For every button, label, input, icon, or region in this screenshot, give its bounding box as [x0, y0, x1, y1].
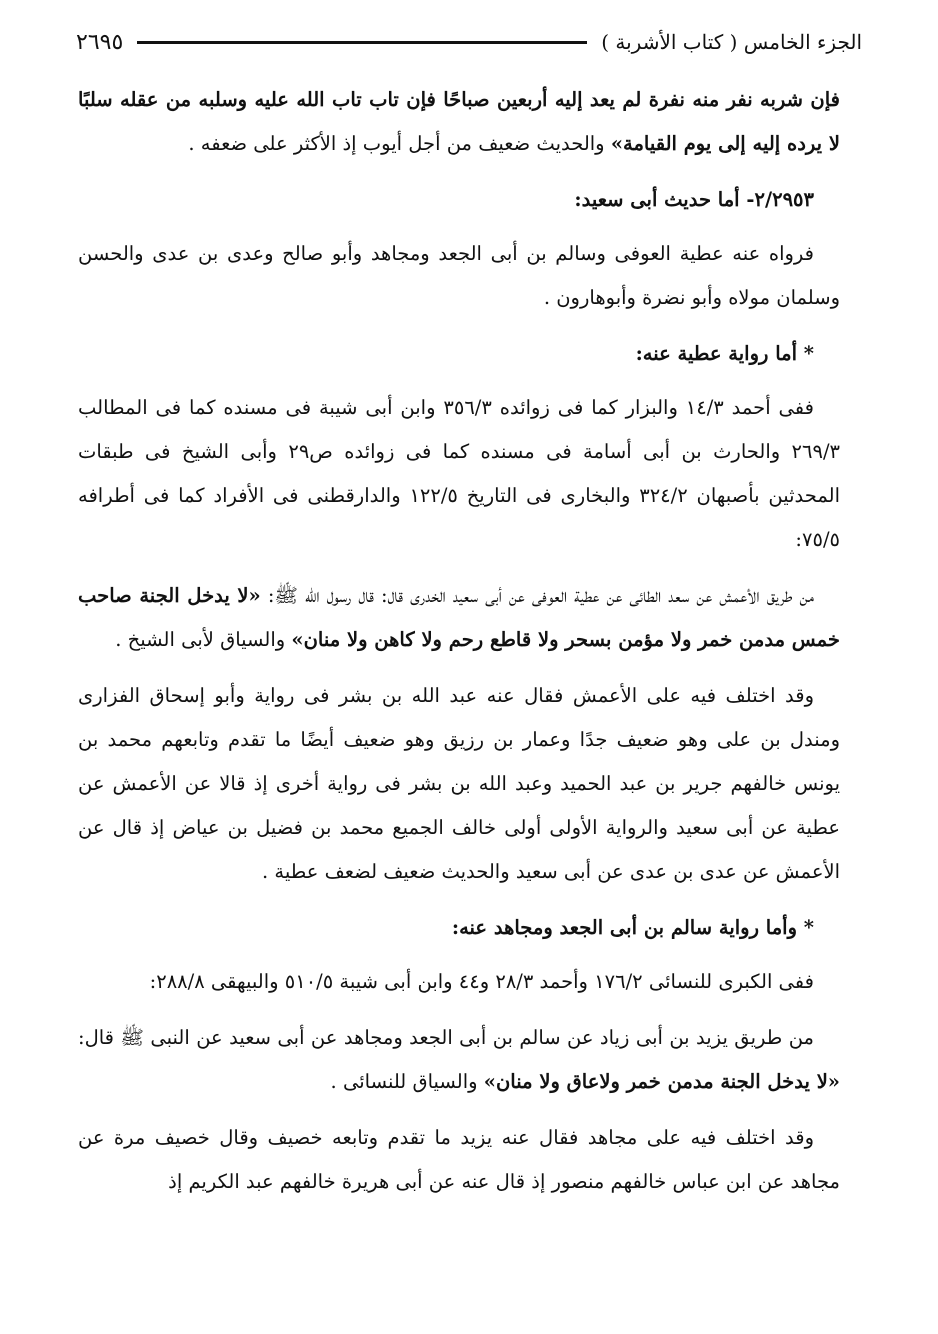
page-body: [78, 78, 840, 1216]
paragraph: [78, 574, 840, 662]
section-heading: * أما رواية عطية عنه:: [635, 342, 814, 365]
section-heading: ٢/٢٩٥٣- أما حديث أبى سعيد:: [574, 188, 814, 211]
paragraph: [78, 78, 840, 166]
section-heading: * وأما رواية سالم بن أبى الجعد ومجاهد عنه:: [451, 916, 814, 939]
paragraph-text: والسياق لأبى الشيخ .: [115, 628, 292, 651]
hadith-quote: فإن شربه نفر منه نفرة لم يعد إليه أربعين صباحًا فإن تاب تاب الله عليه وسلبه من عقله سلبًا لا يرده إليه إلى يوم القيامة»: [78, 88, 840, 155]
paragraph-text: من طريق يزيد بن أبى زياد عن سالم بن أبى الجعد ومجاهد عن أبى سعيد عن النبى ﷺ قال:: [78, 1026, 814, 1049]
paragraph: ففى أحمد ١٤/٣ والبزار كما فى زوائده ٣٥٦/٣ وابن أبى شيبة فى مسنده كما فى المطالب ٢٦٩/٣ والحارث بن أبى أسامة فى مسنده كما فى زوائده ص٢٩ وأبى الشيخ فى طبقات المحدثين بأصبهان ٣٢٤/٢ والبخارى فى التاريخ ١٢٢/٥ والدارقطنى فى الأفراد كما فى أطرافه ٧٥/٥:: [78, 396, 840, 551]
paragraph: وقد اختلف فيه على مجاهد فقال عنه يزيد ما تقدم وتابعه خصيف وقال خصيف مرة عن مجاهد عن ابن عباس خالفهم منصور إذ قال عنه عن أبى هريرة خالفهم عبد الكريم إذ: [78, 1126, 840, 1193]
paragraph-text: والسياق للنسائى .: [330, 1070, 484, 1093]
hadith-quote: «لا يدخل الجنة مدمن خمر ولاعاق ولا منان»: [483, 1070, 840, 1093]
paragraph-text: من طريق الأعمش عن سعد الطائى عن عطية العوفى عن أبى سعيد الخدرى قال: قال رسول الله ﷺ:: [260, 584, 814, 607]
paragraph: وقد اختلف فيه على الأعمش فقال عنه عبد الله بن بشر فى رواية وأبو إسحاق الفزارى ومندل بن على وهو ضعيف جدًا وعمار بن رزيق وهو ضعيف أيضًا ما تقدم وتابعهم محمد بن يونس خالفهم جرير بن عبد الحميد وعبد الله بن بشر فى رواية أخرى إذ قالا عن الأعمش عن عطية عن أبى سعيد والرواية الأولى أولى خالف الجميع محمد بن فضيل بن عياض إذ قال عن الأعمش عن عدى بن عدى عن أبى سعيد والحديث ضعيف لضعف عطية .: [78, 684, 840, 883]
header-rule: [137, 41, 587, 44]
paragraph: فرواه عنه عطية العوفى وسالم بن أبى الجعد ومجاهد وأبو صالح وعدى بن عدى والحسن وسلمان مولاه وأبو نضرة وأبوهارون .: [78, 242, 840, 309]
page-header: [76, 22, 862, 62]
paragraph: ففى الكبرى للنسائى ١٧٦/٢ وأحمد ٢٨/٣ و٤٤ وابن أبى شيبة ٥١٠/٥ والبيهقى ٢٨٨/٨:: [149, 970, 814, 993]
running-title: الجزء الخامس ( كتاب الأشربة ): [601, 30, 862, 54]
paragraph-text: والحديث ضعيف من أجل أيوب إذ الأكثر على ضعفه .: [188, 132, 611, 155]
paragraph: [78, 1016, 840, 1104]
hadith-quote: «لا يدخل الجنة صاحب خمس مدمن خمر ولا مؤمن بسحر ولا قاطع رحم ولا كاهن ولا منان»: [78, 584, 840, 651]
page-number: ٢٦٩٥: [76, 29, 124, 55]
